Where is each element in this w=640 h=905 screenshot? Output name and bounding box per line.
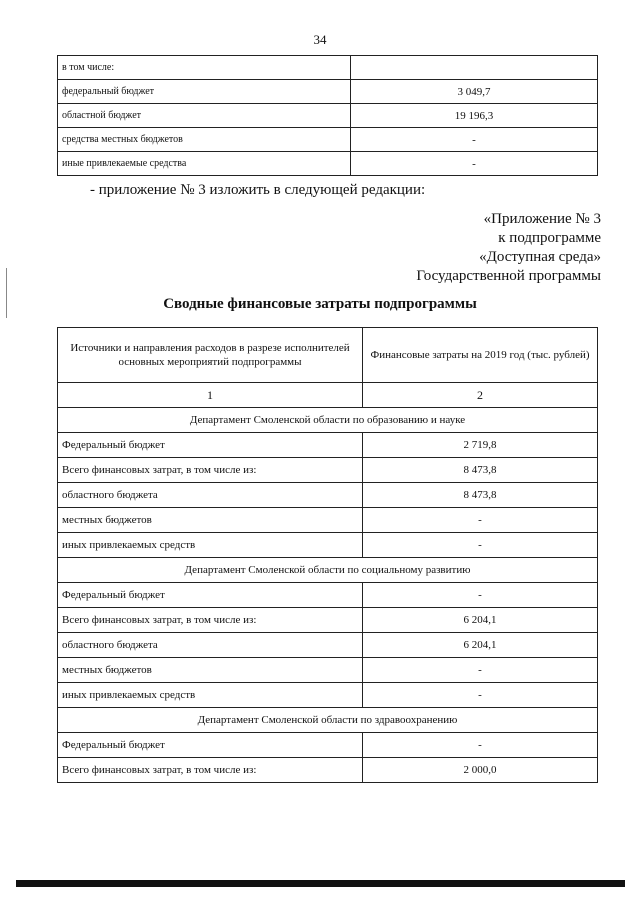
- appendix-line-1: «Приложение № 3: [483, 211, 601, 227]
- row-value: 8 473,8: [363, 483, 598, 508]
- table-header-row: [58, 328, 598, 383]
- row-label: областного бюджета: [58, 483, 363, 508]
- table-row: [58, 104, 598, 128]
- row-value: -: [363, 583, 598, 608]
- appendix-header: [416, 210, 601, 286]
- row-label: Федеральный бюджет: [58, 583, 363, 608]
- row-label: Всего финансовых затрат, в том числе из:: [58, 458, 363, 483]
- row-value: -: [351, 152, 598, 176]
- row-label: областного бюджета: [58, 633, 363, 658]
- table-row: [58, 458, 598, 483]
- row-value: 2 000,0: [363, 758, 598, 783]
- column-number-2: 2: [363, 383, 598, 408]
- row-value: 19 196,3: [351, 104, 598, 128]
- row-value: -: [363, 508, 598, 533]
- department-row: [58, 708, 598, 733]
- row-label: иные привлекаемые средства: [58, 152, 351, 176]
- row-value: 3 049,7: [351, 80, 598, 104]
- row-label: местных бюджетов: [58, 508, 363, 533]
- row-label: иных привлекаемых средств: [58, 683, 363, 708]
- row-value: -: [351, 128, 598, 152]
- row-label: федеральный бюджет: [58, 80, 351, 104]
- appendix-line-4: Государственной программы: [416, 268, 601, 284]
- appendix-line-2: к подпрограмме: [498, 230, 601, 246]
- row-label: иных привлекаемых средств: [58, 533, 363, 558]
- top-budget-table: [57, 55, 598, 176]
- table-row: [58, 683, 598, 708]
- row-label: Всего финансовых затрат, в том числе из:: [58, 758, 363, 783]
- table-row: [58, 583, 598, 608]
- row-value: 2 719,8: [363, 433, 598, 458]
- column-number-1: 1: [58, 383, 363, 408]
- department-row: [58, 558, 598, 583]
- header-costs: Финансовые затраты на 2019 год (тыс. рублей): [363, 328, 598, 383]
- row-value: 8 473,8: [363, 458, 598, 483]
- row-value: [351, 56, 598, 80]
- row-value: -: [363, 683, 598, 708]
- row-label: областной бюджет: [58, 104, 351, 128]
- table-row: [58, 758, 598, 783]
- department-row: [58, 408, 598, 433]
- row-label: местных бюджетов: [58, 658, 363, 683]
- table-row: [58, 152, 598, 176]
- column-number-row: [58, 383, 598, 408]
- table-row: [58, 483, 598, 508]
- table-row: [58, 658, 598, 683]
- department-name: Департамент Смоленской области по здравоохранению: [58, 708, 598, 733]
- row-label: Всего финансовых затрат, в том числе из:: [58, 608, 363, 633]
- page-number: 34: [313, 32, 327, 47]
- appendix-line-3: «Доступная среда»: [479, 249, 601, 265]
- table-row: [58, 608, 598, 633]
- department-name: Департамент Смоленской области по образованию и науке: [58, 408, 598, 433]
- row-value: 6 204,1: [363, 608, 598, 633]
- row-value: 6 204,1: [363, 633, 598, 658]
- table-row: [58, 508, 598, 533]
- table-row: [58, 56, 598, 80]
- table-row: [58, 80, 598, 104]
- department-name: Департамент Смоленской области по социальному развитию: [58, 558, 598, 583]
- table-row: [58, 633, 598, 658]
- table-row: [58, 433, 598, 458]
- instruction-text: - приложение № 3 изложить в следующей редакции:: [90, 182, 426, 198]
- row-value: -: [363, 533, 598, 558]
- row-label: Федеральный бюджет: [58, 733, 363, 758]
- financial-costs-table: [57, 327, 598, 783]
- table-row: [58, 733, 598, 758]
- table-row: [58, 128, 598, 152]
- row-value: -: [363, 658, 598, 683]
- scan-bottom-edge: [16, 880, 625, 887]
- table-row: [58, 533, 598, 558]
- row-value: -: [363, 733, 598, 758]
- header-sources: Источники и направления расходов в разрезе исполнителей основных мероприятий подпрограммы: [58, 328, 363, 383]
- row-label: средства местных бюджетов: [58, 128, 351, 152]
- scan-margin-mark: [6, 268, 7, 318]
- row-label: в том числе:: [58, 56, 351, 80]
- row-label: Федеральный бюджет: [58, 433, 363, 458]
- document-title: Сводные финансовые затраты подпрограммы: [163, 296, 477, 312]
